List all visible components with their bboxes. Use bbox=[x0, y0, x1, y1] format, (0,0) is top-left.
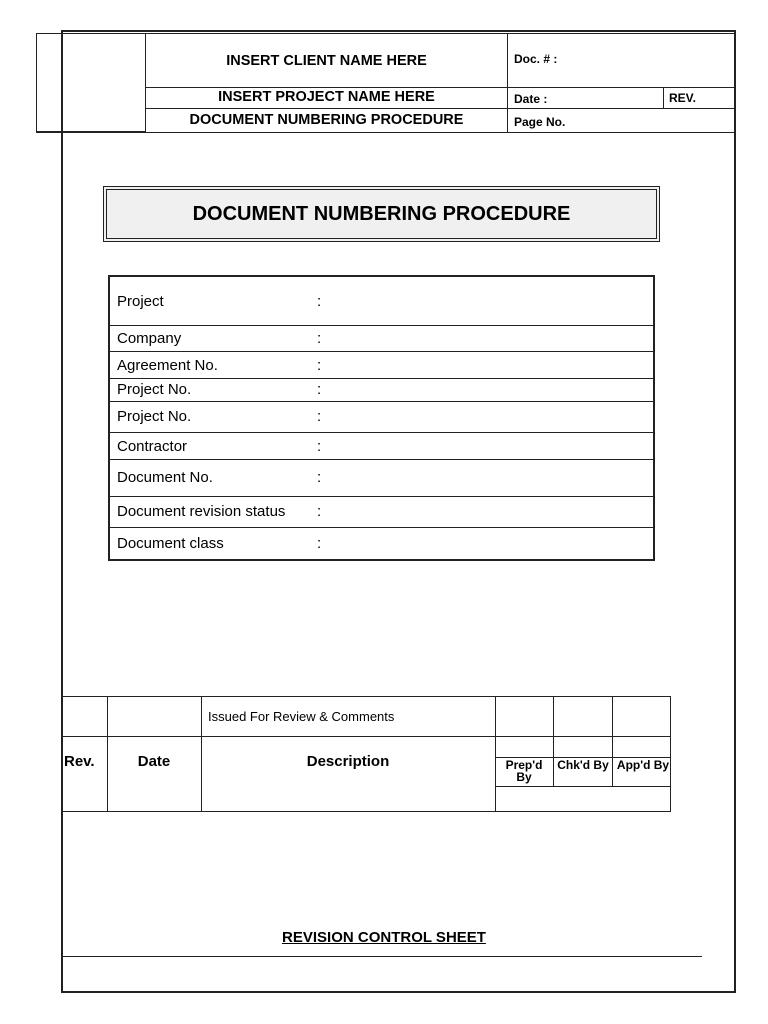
info-row-document-class bbox=[110, 527, 653, 559]
info-colon: : bbox=[317, 469, 322, 486]
info-row-agreement bbox=[110, 351, 653, 378]
client-name: INSERT CLIENT NAME HERE bbox=[226, 53, 427, 69]
info-colon: : bbox=[317, 357, 322, 374]
info-colon: : bbox=[317, 330, 322, 347]
main-title-box bbox=[103, 186, 660, 242]
col-header-prepared: Prep'd By bbox=[505, 758, 543, 784]
info-label: Contractor bbox=[117, 438, 188, 455]
rev-table-divider bbox=[495, 786, 671, 787]
info-colon: : bbox=[317, 381, 322, 398]
header-bottom-line bbox=[36, 132, 736, 133]
header-row-divider bbox=[145, 87, 736, 88]
col-header-date: Date bbox=[137, 753, 171, 770]
logo-box bbox=[36, 33, 146, 132]
date-label: Date : bbox=[514, 92, 548, 106]
rev-col-divider bbox=[670, 696, 671, 811]
info-colon: : bbox=[317, 408, 322, 425]
info-row-revision-status bbox=[110, 496, 653, 527]
info-colon: : bbox=[317, 503, 322, 520]
rev-table-bottom bbox=[61, 811, 671, 812]
revision-control-sheet-title: REVISION CONTROL SHEET bbox=[282, 929, 486, 946]
header-row-divider bbox=[145, 108, 736, 109]
header-top-line bbox=[36, 33, 736, 34]
info-label: Project No. bbox=[117, 408, 192, 425]
doc-number-label: Doc. # : bbox=[514, 52, 558, 66]
info-row-company bbox=[110, 325, 653, 351]
rev-col-divider bbox=[612, 696, 613, 786]
main-title: DOCUMENT NUMBERING PROCEDURE bbox=[192, 202, 571, 225]
info-row-document-no bbox=[110, 459, 653, 496]
info-label: Company bbox=[117, 330, 182, 347]
issue-description: Issued For Review & Comments bbox=[208, 709, 395, 724]
info-colon: : bbox=[317, 293, 322, 310]
header-col-divider bbox=[663, 87, 664, 108]
info-row-project-no bbox=[110, 378, 653, 401]
info-label: Document No. bbox=[117, 469, 213, 486]
info-row-project bbox=[110, 277, 653, 325]
info-colon: : bbox=[317, 535, 322, 552]
info-label: Project bbox=[117, 293, 164, 310]
rev-col-divider bbox=[553, 696, 554, 786]
page-number-label: Page No. bbox=[514, 115, 566, 129]
header-col-divider bbox=[507, 33, 508, 132]
document-info-table bbox=[108, 275, 655, 561]
info-label: Project No. bbox=[117, 381, 192, 398]
rev-table-top bbox=[61, 696, 671, 697]
rev-table-divider bbox=[61, 736, 671, 737]
info-label: Document class bbox=[117, 535, 224, 552]
header-doc-title: DOCUMENT NUMBERING PROCEDURE bbox=[189, 112, 464, 128]
col-header-description: Description bbox=[306, 753, 390, 770]
footer-line bbox=[61, 956, 702, 957]
info-label: Document revision status bbox=[117, 503, 286, 520]
col-header-approved: App'd By bbox=[616, 758, 670, 772]
footer bbox=[0, 929, 768, 946]
info-label: Agreement No. bbox=[117, 357, 218, 374]
rev-col-divider bbox=[495, 696, 496, 811]
project-name: INSERT PROJECT NAME HERE bbox=[218, 89, 435, 105]
rev-label: REV. bbox=[669, 91, 696, 105]
info-row-project-no-2 bbox=[110, 401, 653, 432]
info-colon: : bbox=[317, 438, 322, 455]
col-header-rev: Rev. bbox=[64, 753, 95, 770]
info-row-contractor bbox=[110, 432, 653, 459]
col-header-checked: Chk'd By bbox=[557, 758, 609, 772]
